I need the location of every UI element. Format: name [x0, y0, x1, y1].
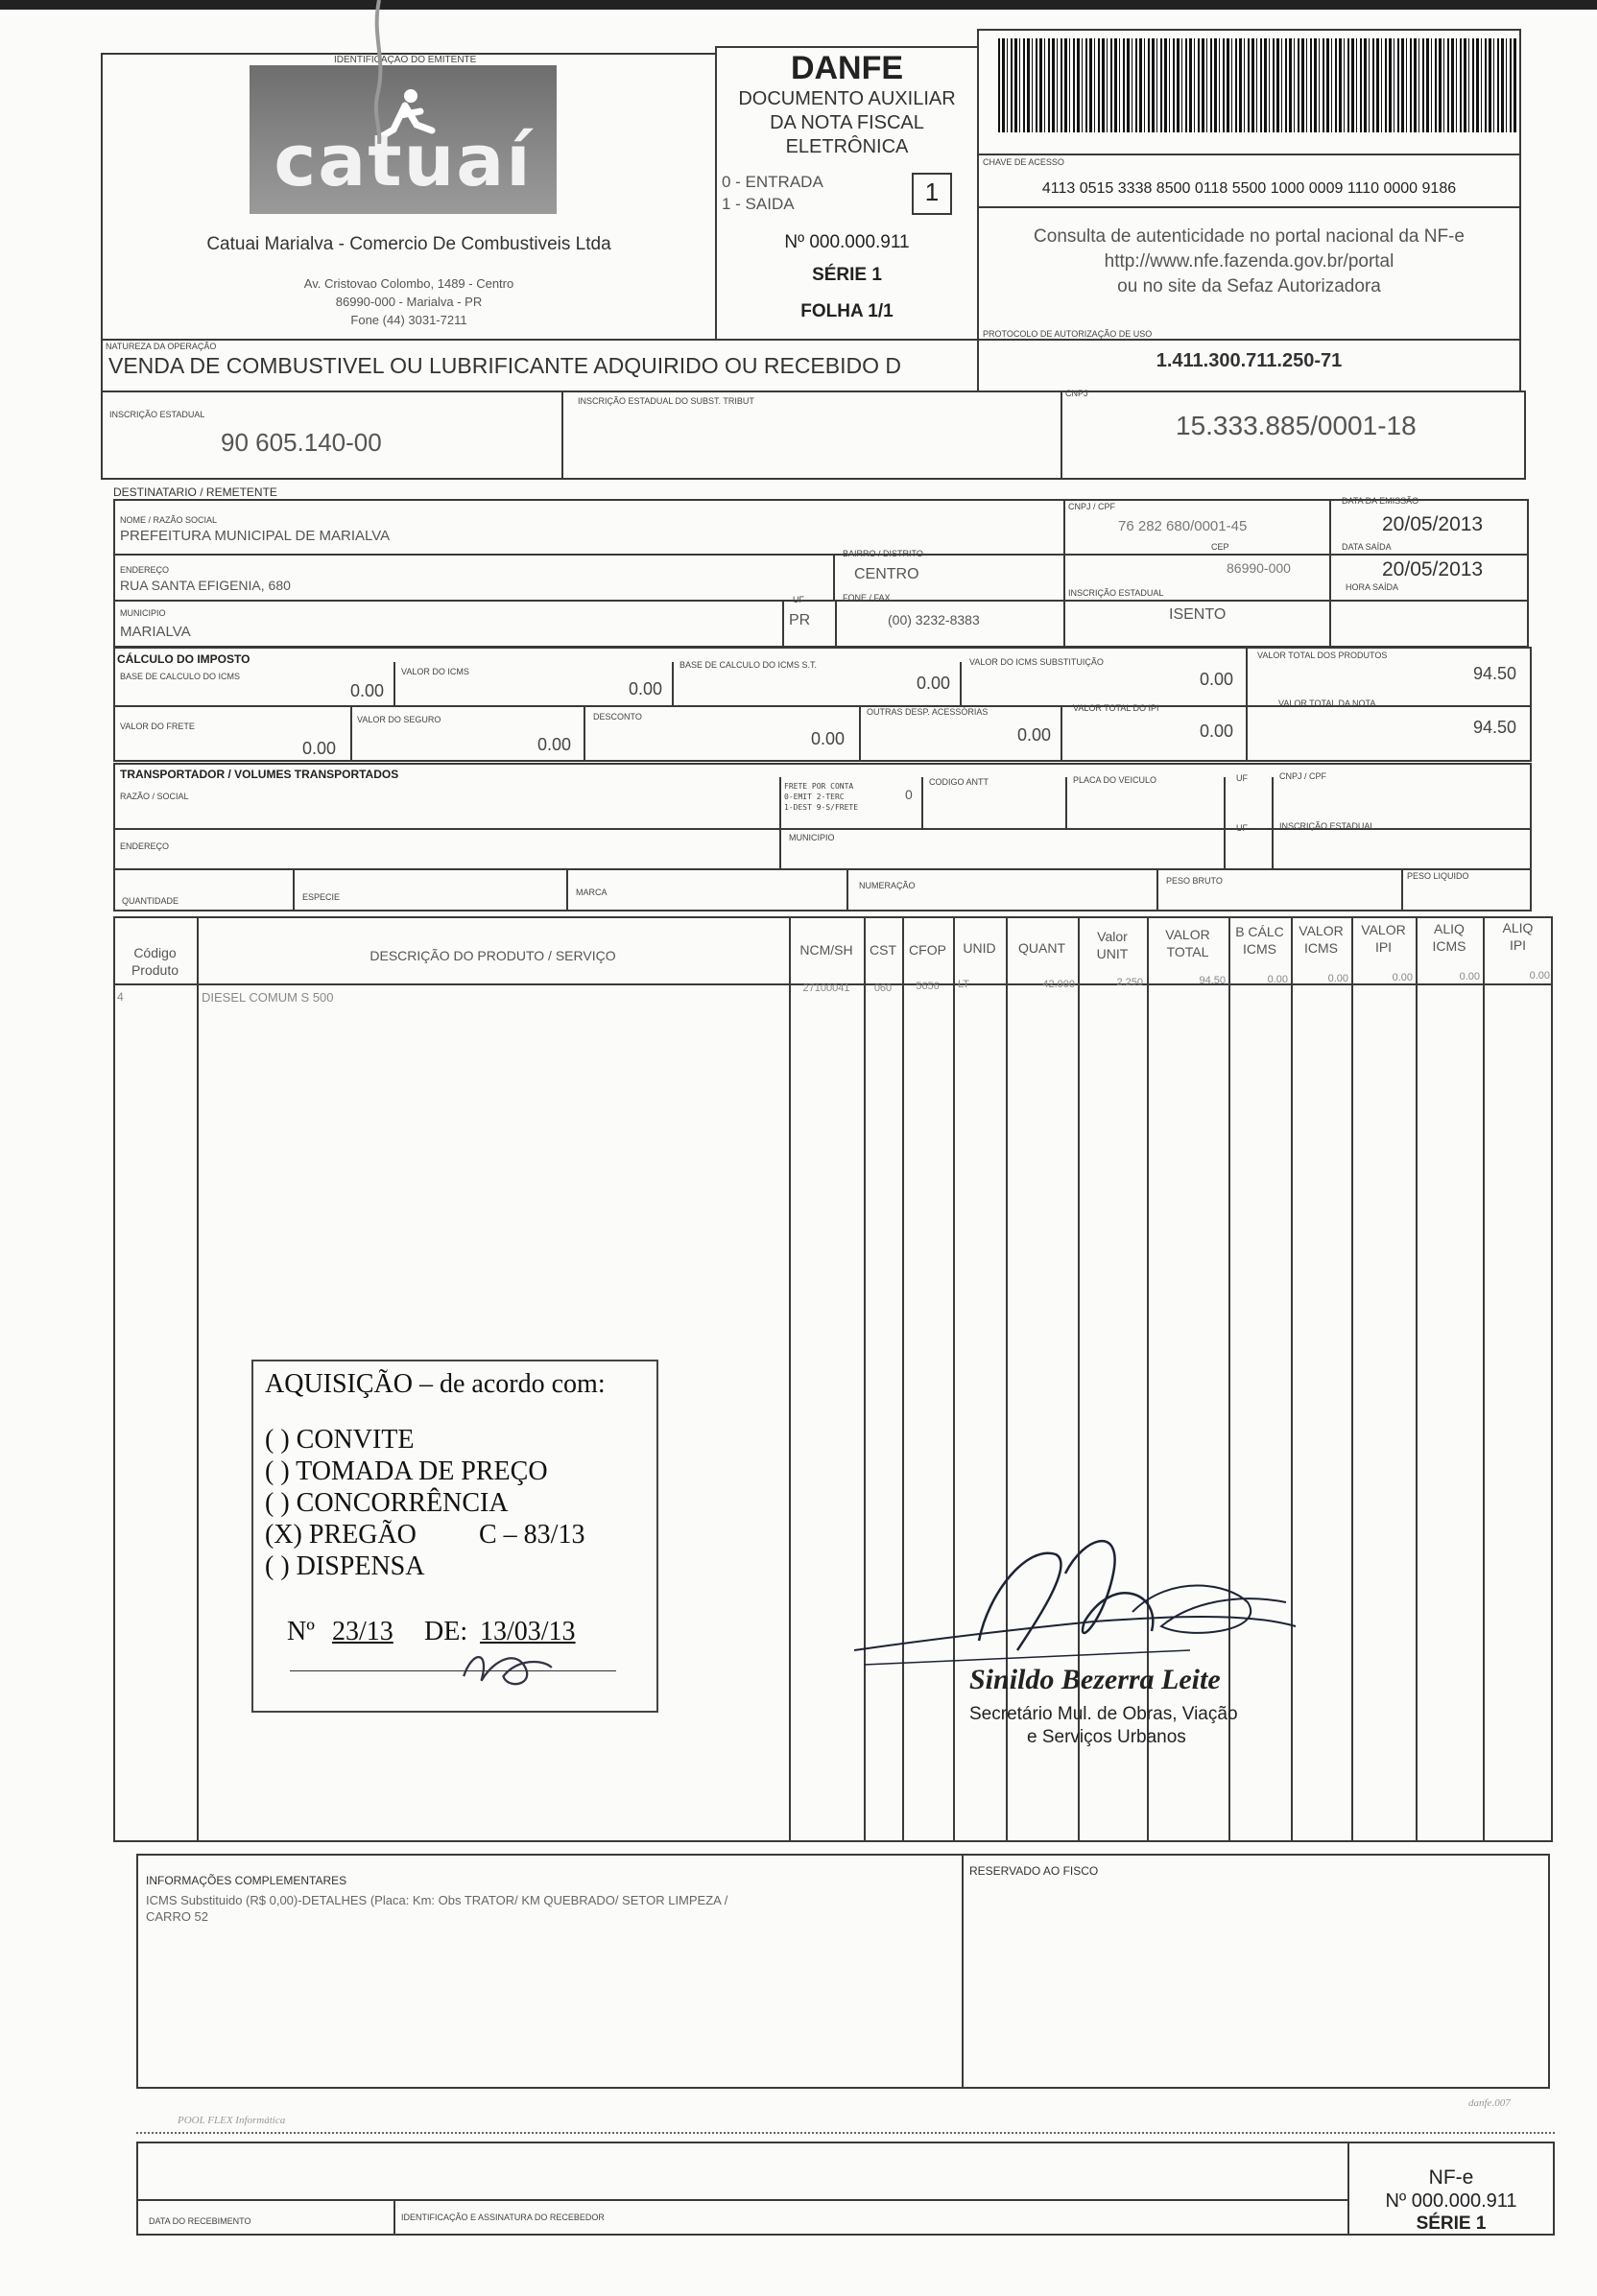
h-aicms-1: ALIQ	[1434, 921, 1465, 936]
seguro: 0.00	[536, 735, 571, 754]
signer-role-1: Secretário Mul. de Obras, Viação	[969, 1704, 1238, 1724]
chave-divider-1	[977, 154, 1521, 155]
software-credit: POOL FLEX Informática	[178, 2115, 286, 2126]
stamp-sign-line	[290, 1670, 616, 1671]
danfe-entrada: 0 - ENTRADA	[722, 173, 823, 191]
natureza-value: VENDA DE COMBUSTIVEL OU LUBRIFICANTE ADQUIRIDO OU RECEBIDO D	[108, 353, 902, 378]
danfe-subtitle-2: DA NOTA FISCAL	[770, 112, 924, 133]
h-cst: CST	[870, 942, 896, 958]
cut-line	[136, 2132, 1555, 2134]
dest-row-1	[113, 554, 1529, 556]
h-vunit-2: UNIT	[1096, 946, 1129, 961]
complementares-text-1: ICMS Substituido (R$ 0,00)-DETALHES (Placa: Km: Obs TRATOR/ KM QUEBRADO/ SETOR LIMPEZA /	[146, 1893, 728, 1907]
quantidade-label: QUANTIDADE	[122, 896, 179, 906]
dest-col-e	[835, 600, 837, 648]
h-vtotal-2: TOTAL	[1166, 944, 1209, 959]
stamp-opt-4-code: C – 83/13	[479, 1520, 585, 1550]
h-aicms-2: ICMS	[1432, 938, 1466, 954]
transp-col-8	[846, 868, 848, 911]
dest-nome-label: NOME / RAZÃO SOCIAL	[120, 515, 218, 525]
h-cfop: CFOP	[909, 942, 946, 958]
transp-col-1	[779, 777, 781, 868]
frete-conta-1: FRETE POR CONTA	[784, 782, 854, 791]
h-vipi-1: VALOR	[1361, 922, 1406, 937]
imposto-col-4	[1246, 647, 1248, 762]
danfe-folha: FOLHA 1/1	[800, 301, 894, 321]
initials-scribble	[455, 1640, 560, 1695]
valor-st: 0.00	[1199, 670, 1233, 689]
dest-nome: PREFEITURA MUNICIPAL DE MARIALVA	[120, 528, 391, 544]
h-quant: QUANT	[1018, 940, 1065, 956]
h-bcalc-1: B CÁLC	[1235, 924, 1284, 939]
dest-municipio-label: MUNICIPIO	[120, 608, 166, 618]
protocolo-value: 1.411.300.711.250-71	[1156, 350, 1343, 371]
canhoto-serie: SÉRIE 1	[1416, 2213, 1487, 2234]
transp-uf2-label: UF	[1236, 823, 1248, 833]
dest-section: DESTINATARIO / REMETENTE	[113, 485, 277, 499]
transp-col-6	[293, 868, 295, 911]
transp-endereco-label: ENDEREÇO	[120, 841, 170, 851]
complementares-divider	[962, 1854, 964, 2089]
chave-label: CHAVE DE ACESSO	[983, 157, 1064, 167]
h-ncm: NCM/SH	[799, 942, 853, 958]
dest-ie: ISENTO	[1169, 606, 1227, 623]
emitente-cep: 86990-000 - Marialva - PR	[335, 295, 483, 309]
aquisicao-stamp	[251, 1360, 658, 1713]
ie-label: INSCRIÇÃO ESTADUAL	[109, 410, 205, 419]
dest-municipio: MARIALVA	[120, 624, 191, 640]
canhoto-numero: Nº 000.000.911	[1385, 2190, 1517, 2212]
ie-divider-1	[561, 391, 563, 480]
complementares-label: INFORMAÇÕES COMPLEMENTARES	[146, 1874, 347, 1887]
outras-label: OUTRAS DESP. ACESSÓRIAS	[867, 707, 989, 717]
razao-label: RAZÃO / SOCIAL	[120, 792, 189, 801]
danfe-serie: SÉRIE 1	[812, 265, 882, 285]
frete-conta-2: 0-EMIT 2-TERC	[784, 793, 845, 801]
tipo-value: 1	[924, 178, 940, 206]
transp-col-7	[566, 868, 568, 911]
frete-conta-value: 0	[905, 787, 913, 802]
imposto-col-1	[393, 662, 395, 705]
row-aicms: 0.00	[1459, 971, 1480, 982]
transp-municipio-label: MUNICIPIO	[789, 833, 835, 842]
dest-ie-label: INSCRIÇÃO ESTADUAL	[1068, 588, 1164, 598]
h-codigo-1: Código	[133, 945, 177, 960]
transp-row-2	[113, 868, 1532, 870]
base-icms: 0.00	[349, 681, 384, 700]
stamp-opt-5: ( ) DISPENSA	[265, 1551, 425, 1581]
danfe-subtitle-1: DOCUMENTO AUXILIAR	[738, 88, 956, 109]
row-vtotal: 94.50	[1199, 975, 1226, 986]
desconto-label: DESCONTO	[593, 712, 642, 722]
logo-text: catuaí	[274, 120, 533, 202]
prod-col-1	[197, 916, 199, 1842]
transp-cnpj-label: CNPJ / CPF	[1279, 771, 1327, 781]
row-codigo: 4	[117, 990, 124, 1004]
canhoto-nfe: NF-e	[1428, 2166, 1474, 2189]
row-vicms: 0.00	[1327, 973, 1348, 984]
ie-value: 90 605.140-00	[221, 428, 382, 457]
base-st: 0.00	[916, 674, 950, 693]
dest-fone-label: FONE / FAX	[843, 593, 891, 603]
stamp-title: AQUISIÇÃO – de acordo com:	[265, 1369, 606, 1399]
emitente-fone: Fone (44) 3031-7211	[350, 313, 467, 327]
imposto-col-5	[350, 705, 352, 762]
transp-col-3	[1065, 777, 1067, 828]
numeracao-label: NUMERAÇÃO	[859, 881, 916, 890]
prod-col-11	[1351, 916, 1353, 1842]
imposto-section: CÁLCULO DO IMPOSTO	[117, 652, 250, 666]
stamp-opt-3: ( ) CONCORRÊNCIA	[265, 1488, 509, 1518]
peso-bruto-label: PESO BRUTO	[1166, 876, 1223, 886]
transp-col-9	[1156, 868, 1158, 911]
row-unid: LT	[958, 979, 970, 990]
danfe-numero: Nº 000.000.911	[784, 232, 910, 252]
prod-col-12	[1416, 916, 1418, 1842]
stamp-num: 23/13	[332, 1617, 393, 1646]
transp-col-2	[921, 777, 923, 828]
h-codigo-2: Produto	[131, 962, 179, 978]
row-descricao: DIESEL COMUM S 500	[202, 990, 334, 1005]
complementares-text-2: CARRO 52	[146, 1909, 209, 1924]
transporte-section: TRANSPORTADOR / VOLUMES TRANSPORTADOS	[120, 768, 399, 781]
imposto-col-3	[960, 662, 962, 705]
danfe-title: DANFE	[790, 50, 904, 86]
stamp-num-label: Nº	[287, 1617, 315, 1646]
transp-uf-label: UF	[1236, 773, 1248, 783]
h-aipi-2: IPI	[1509, 937, 1527, 953]
dest-saida-label: DATA SAÍDA	[1342, 542, 1392, 552]
base-icms-label: BASE DE CALCULO DO ICMS	[120, 672, 241, 681]
consulta-1: Consulta de autenticidade no portal nacional da NF-e	[1034, 226, 1465, 247]
tag-cord	[369, 0, 389, 144]
outras: 0.00	[1016, 725, 1051, 745]
dest-bairro-label: BAIRRO / DISTRITO	[843, 549, 923, 558]
stamp-opt-4: (X) PREGÃO	[265, 1520, 417, 1550]
cnpj-value: 15.333.885/0001-18	[1176, 411, 1417, 440]
h-vicms-1: VALOR	[1299, 923, 1344, 938]
stamp-date-label: DE:	[424, 1617, 468, 1646]
danfe-version: danfe.007	[1468, 2097, 1511, 2109]
stamp-opt-1: ( ) CONVITE	[265, 1425, 415, 1455]
dest-saida: 20/05/2013	[1382, 558, 1484, 580]
total-produtos: 94.50	[1472, 664, 1516, 683]
row-bcalc: 0.00	[1267, 974, 1288, 985]
canhoto-divider	[136, 2199, 1347, 2201]
dest-col-b	[1329, 499, 1331, 648]
emitente-label: IDENTIFICAÇÃO DO EMITENTE	[334, 55, 477, 65]
barcode	[998, 38, 1516, 132]
dest-col-c	[833, 554, 835, 600]
total-produtos-label: VALOR TOTAL DOS PRODUTOS	[1257, 651, 1388, 660]
ipi-label: VALOR TOTAL DO IPI	[1073, 703, 1159, 713]
total-nota: 94.50	[1472, 718, 1516, 737]
valor-icms-label: VALOR DO ICMS	[401, 667, 469, 676]
imposto-col-7	[859, 705, 861, 762]
dest-emissao-label: DATA DA EMISSÃO	[1342, 496, 1419, 506]
emitente-razao: Catuai Marialva - Comercio De Combustiveis Ltda	[206, 234, 611, 254]
dest-col-d	[782, 600, 784, 648]
dest-uf: PR	[789, 612, 811, 628]
seguro-label: VALOR DO SEGURO	[357, 715, 441, 724]
ie-subst-label: INSCRIÇÃO ESTADUAL DO SUBST. TRIBUT	[578, 396, 754, 406]
h-aipi-1: ALIQ	[1502, 920, 1534, 935]
consulta-2: http://www.nfe.fazenda.gov.br/portal	[1104, 251, 1394, 272]
dest-fone: (00) 3232-8383	[888, 612, 980, 627]
identificacao-label: IDENTIFICAÇÃO E ASSINATURA DO RECEBEDOR	[401, 2213, 605, 2222]
valor-icms: 0.00	[628, 679, 662, 698]
peso-liquido-label: PESO LIQUIDO	[1407, 871, 1469, 881]
dest-row-2	[113, 600, 1529, 602]
stamp-opt-2: ( ) TOMADA DE PREÇO	[265, 1456, 548, 1486]
row-quant: 42.000	[1042, 979, 1075, 990]
transp-ie-label: INSCRIÇÃO ESTADUAL	[1279, 821, 1375, 831]
dest-col-f	[1063, 600, 1065, 648]
row-vipi: 0.00	[1392, 972, 1413, 983]
dest-col-a	[1063, 499, 1065, 600]
frete-conta-3: 1-DEST 9-S/FRETE	[784, 803, 859, 812]
valor-st-label: VALOR DO ICMS SUBSTITUIÇÃO	[969, 657, 1104, 667]
emitente-endereco: Av. Cristovao Colombo, 1489 - Centro	[303, 276, 514, 291]
total-nota-label: VALOR TOTAL DA NOTA	[1278, 698, 1376, 708]
placa-label: PLACA DO VEICULO	[1073, 775, 1157, 785]
consulta-3: ou no site da Sefaz Autorizadora	[1117, 276, 1381, 296]
h-vtotal-1: VALOR	[1165, 927, 1210, 942]
row-vunit: 2.250	[1116, 977, 1143, 988]
h-descricao: DESCRIÇÃO DO PRODUTO / SERVIÇO	[369, 948, 616, 963]
protocolo-label: PROTOCOLO DE AUTORIZAÇÃO DE USO	[983, 329, 1153, 339]
imposto-col-8	[1061, 705, 1062, 762]
complementares-box	[136, 1854, 1550, 2089]
cnpj-label: CNPJ	[1065, 389, 1088, 398]
signer-name: Sinildo Bezerra Leite	[969, 1664, 1221, 1695]
imposto-col-6	[584, 705, 585, 762]
dest-emissao: 20/05/2013	[1382, 513, 1484, 535]
h-vicms-2: ICMS	[1304, 940, 1338, 956]
frete: 0.00	[301, 739, 336, 758]
dest-endereco: RUA SANTA EFIGENIA, 680	[120, 578, 291, 593]
row-cfop: 5656	[916, 981, 940, 992]
h-vunit-1: Valor	[1097, 929, 1128, 944]
chave-value: 4113 0515 3338 8500 0118 5500 1000 0009 1110 0000 9186	[1041, 180, 1457, 197]
h-bcalc-2: ICMS	[1243, 941, 1276, 957]
dest-bairro: CENTRO	[854, 566, 919, 582]
especie-label: ESPECIE	[302, 892, 341, 902]
marca-label: MARCA	[576, 888, 608, 897]
dest-cep-label: CEP	[1211, 542, 1229, 552]
fisco-label: RESERVADO AO FISCO	[969, 1864, 1099, 1878]
data-recebimento-label: DATA DO RECEBIMENTO	[149, 2216, 251, 2226]
signature-scribble	[845, 1535, 1305, 1727]
dest-cep: 86990-000	[1227, 560, 1291, 576]
chave-divider-2	[977, 206, 1521, 208]
emitente-logo	[250, 65, 557, 214]
row-aipi: 0.00	[1529, 970, 1550, 982]
transp-col-10	[1401, 868, 1403, 911]
base-st-label: BASE DE CALCULO DO ICMS S.T.	[679, 660, 818, 670]
imposto-col-2	[672, 662, 674, 705]
h-unid: UNID	[963, 940, 996, 956]
natureza-label: NATUREZA DA OPERAÇÃO	[106, 342, 217, 351]
ipi: 0.00	[1199, 722, 1233, 741]
canhoto-col-1	[393, 2199, 395, 2236]
dest-endereco-label: ENDEREÇO	[120, 565, 170, 575]
canhoto-box	[136, 2142, 1555, 2236]
antt-label: CODIGO ANTT	[929, 777, 989, 787]
dest-cnpj-label: CNPJ / CPF	[1068, 502, 1116, 511]
prod-col-13	[1483, 916, 1485, 1842]
row-ncm: 27100041	[802, 982, 850, 994]
dest-cnpj: 76 282 680/0001-45	[1118, 518, 1248, 534]
desconto: 0.00	[810, 729, 845, 748]
scan-border	[0, 0, 1597, 10]
row-cst: 060	[873, 982, 893, 994]
prod-col-2	[789, 916, 791, 1842]
dest-box	[113, 499, 1529, 648]
stamp-date: 13/03/13	[480, 1617, 576, 1646]
h-vipi-2: IPI	[1374, 939, 1393, 955]
frete-label: VALOR DO FRETE	[120, 722, 195, 731]
signer-role-2: e Serviços Urbanos	[1027, 1727, 1186, 1747]
ie-divider-2	[1061, 391, 1062, 480]
danfe-saida: 1 - SAIDA	[722, 195, 795, 213]
transp-col-4	[1224, 777, 1226, 868]
dest-hora-label: HORA SAÍDA	[1346, 582, 1399, 592]
dest-uf-label: UF	[793, 595, 804, 604]
danfe-subtitle-3: ELETRÔNICA	[785, 136, 909, 157]
transp-col-5	[1272, 777, 1274, 868]
